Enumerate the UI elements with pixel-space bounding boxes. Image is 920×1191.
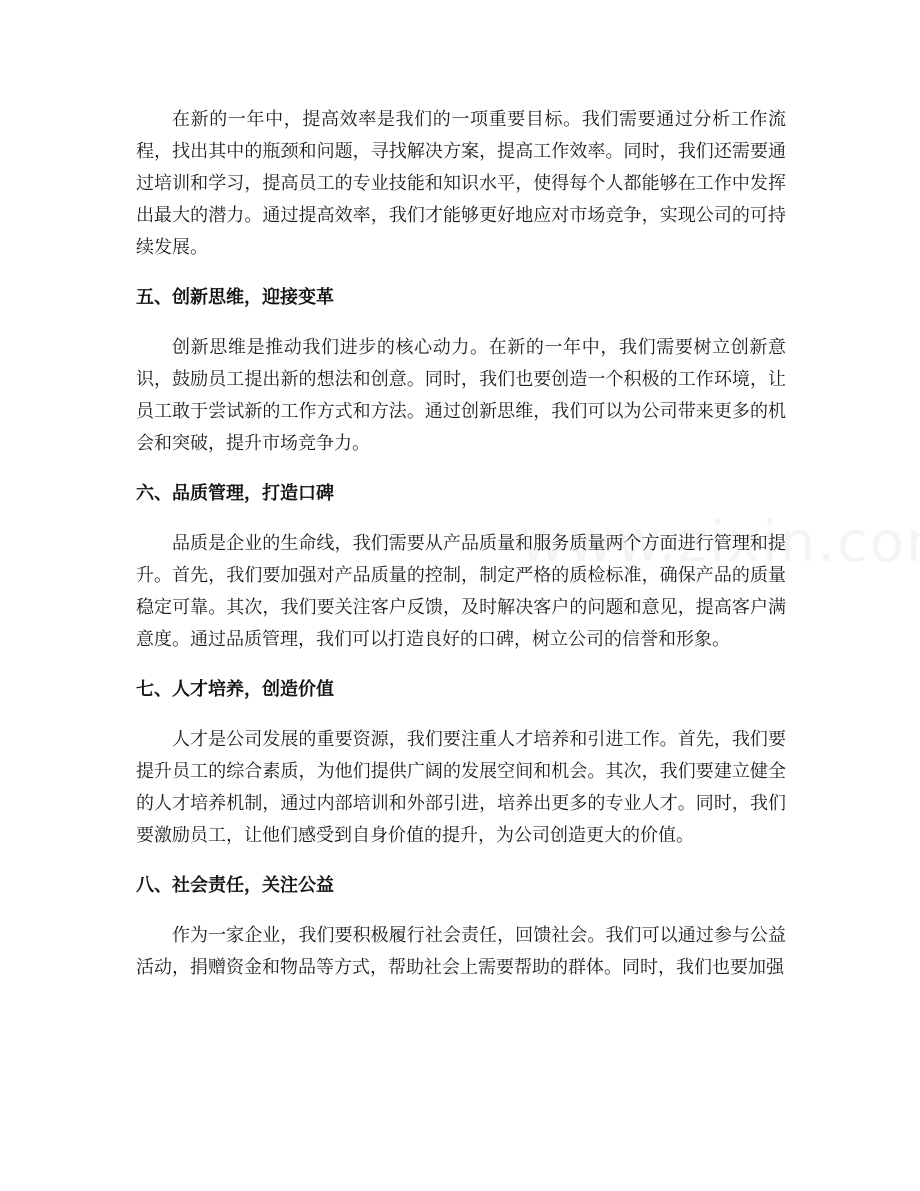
section-heading-talent: 七、人才培养，创造价值 [136, 679, 334, 700]
section-heading-innovation: 五、创新思维，迎接变革 [136, 287, 334, 308]
paragraph-talent: 人才是公司发展的重要资源，我们要注重人才培养和引进工作。首先，我们要提升员工的综合素质，为他们提供广阔的发展空间和机会。其次，我们要建立健全的人才培养机制，通过内部培训和外部引进，培养出更多的专业人才。同时，我们要激励员工，让他们感受到自身价值的提升，为公司创造更大的价值。 [136, 729, 786, 846]
document-body [136, 104, 786, 1002]
paragraph-social: 作为一家企业，我们要积极履行社会责任，回馈社会。我们可以通过参与公益活动，捐赠资金和物品等方式，帮助社会上需要帮助的群体。同时，我们也要加强 [136, 925, 786, 978]
paragraph-quality: 品质是企业的生命线，我们需要从产品质量和服务质量两个方面进行管理和提升。首先，我们要加强对产品质量的控制，制定严格的质检标准，确保产品的质量稳定可靠。其次，我们要关注客户反馈，及时解决客户的问题和意见，提高客户满意度。通过品质管理，我们可以打造良好的口碑，树立公司的信誉和形象。 [136, 533, 786, 650]
paragraph-efficiency: 在新的一年中，提高效率是我们的一项重要目标。我们需要通过分析工作流程，找出其中的瓶颈和问题，寻找解决方案，提高工作效率。同时，我们还需要通过培训和学习，提高员工的专业技能和知识水平，使得每个人都能够在工作中发挥出最大的潜力。通过提高效率，我们才能够更好地应对市场竞争，实现公司的可持续发展。 [136, 109, 786, 258]
section-heading-social: 八、社会责任，关注公益 [136, 875, 334, 896]
paragraph-innovation: 创新思维是推动我们进步的核心动力。在新的一年中，我们需要树立创新意识，鼓励员工提出新的想法和创意。同时，我们也要创造一个积极的工作环境，让员工敢于尝试新的工作方式和方法。通过创新思维，我们可以为公司带来更多的机会和突破，提升市场竞争力。 [136, 337, 786, 454]
section-heading-quality: 六、品质管理，打造口碑 [136, 483, 334, 504]
